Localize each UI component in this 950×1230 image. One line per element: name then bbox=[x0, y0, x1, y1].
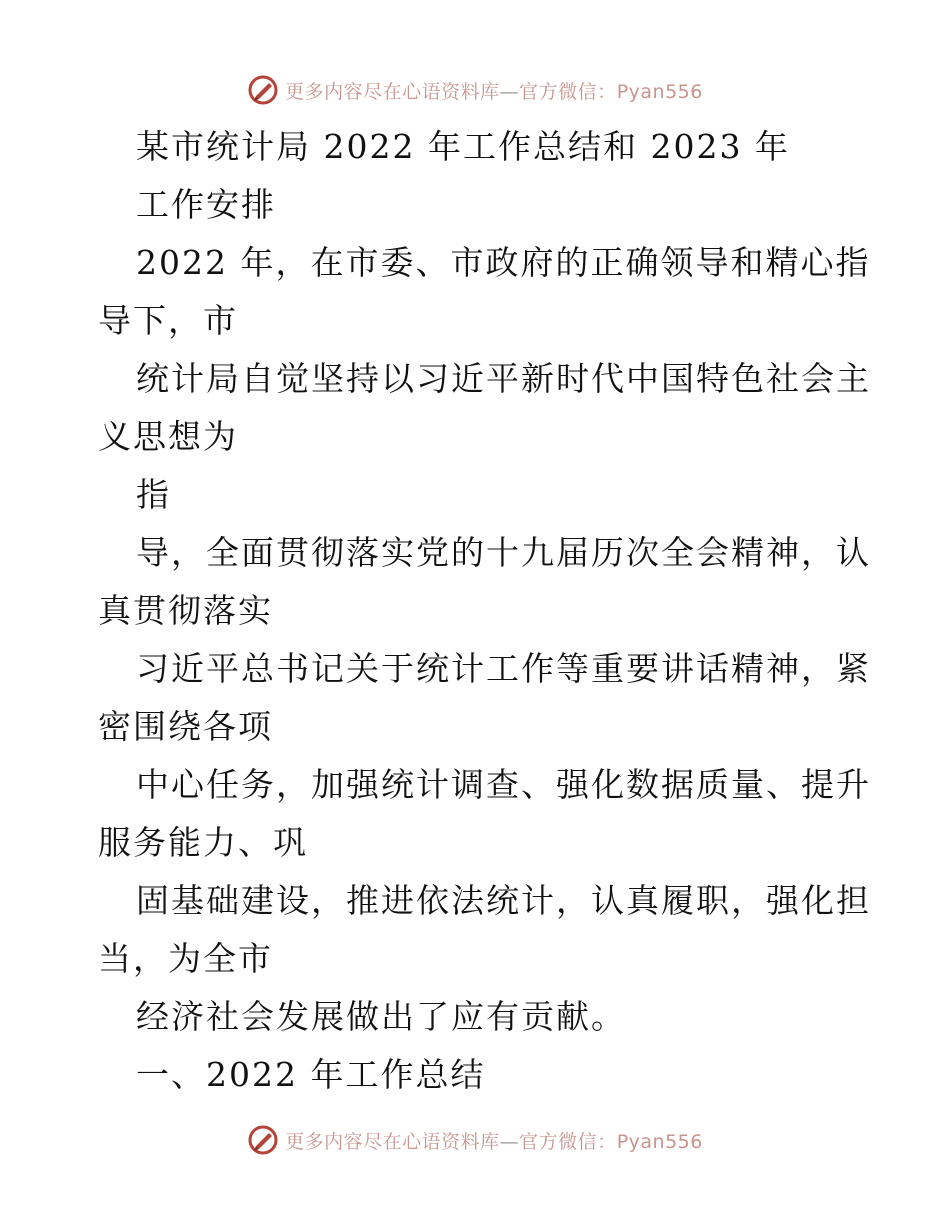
banner-text bbox=[285, 1127, 703, 1154]
text-line: 一、2022 年工作总结 bbox=[136, 1055, 486, 1094]
pen-logo-icon bbox=[247, 1124, 279, 1156]
banner-text bbox=[285, 77, 703, 104]
text-line: 当，为全市 bbox=[98, 939, 273, 978]
banner-wechat: Pyan556 bbox=[616, 1130, 703, 1153]
text-line: 导下，市 bbox=[98, 301, 238, 340]
text-line: 服务能力、巩 bbox=[98, 823, 308, 862]
document-body bbox=[98, 118, 888, 1104]
text-line: 经济社会发展做出了应有贡献。 bbox=[136, 997, 626, 1036]
banner-dash: — bbox=[499, 1130, 520, 1153]
pen-logo-icon bbox=[247, 74, 279, 106]
banner-brand: 更多内容尽在心语资料库 bbox=[285, 1130, 500, 1153]
banner-wechat: Pyan556 bbox=[616, 80, 703, 103]
banner-brand: 更多内容尽在心语资料库 bbox=[285, 80, 500, 103]
text-line: 习近平总书记关于统计工作等重要讲话精神，紧 bbox=[136, 649, 871, 688]
text-line: 密围绕各项 bbox=[98, 707, 273, 746]
text-line: 义思想为 bbox=[98, 417, 238, 456]
text-line: 中心任务，加强统计调查、强化数据质量、提升 bbox=[136, 765, 871, 804]
text-line: 2022 年，在市委、市政府的正确领导和精心指 bbox=[136, 243, 871, 282]
text-line: 导，全面贯彻落实党的十九届历次全会精神，认 bbox=[136, 533, 871, 572]
text-line: 统计局自觉坚持以习近平新时代中国特色社会主 bbox=[136, 359, 871, 398]
header-banner bbox=[0, 70, 950, 110]
text-line: 某市统计局 2022 年工作总结和 2023 年 bbox=[136, 127, 790, 166]
banner-label: 官方微信： bbox=[519, 80, 617, 103]
banner-dash: — bbox=[499, 80, 520, 103]
text-line: 指 bbox=[136, 475, 171, 514]
text-line: 固基础建设，推进依法统计，认真履职，强化担 bbox=[136, 881, 871, 920]
text-line: 工作安排 bbox=[136, 185, 276, 224]
banner-label: 官方微信： bbox=[519, 1130, 617, 1153]
text-line: 真贯彻落实 bbox=[98, 591, 273, 630]
footer-banner bbox=[0, 1120, 950, 1160]
